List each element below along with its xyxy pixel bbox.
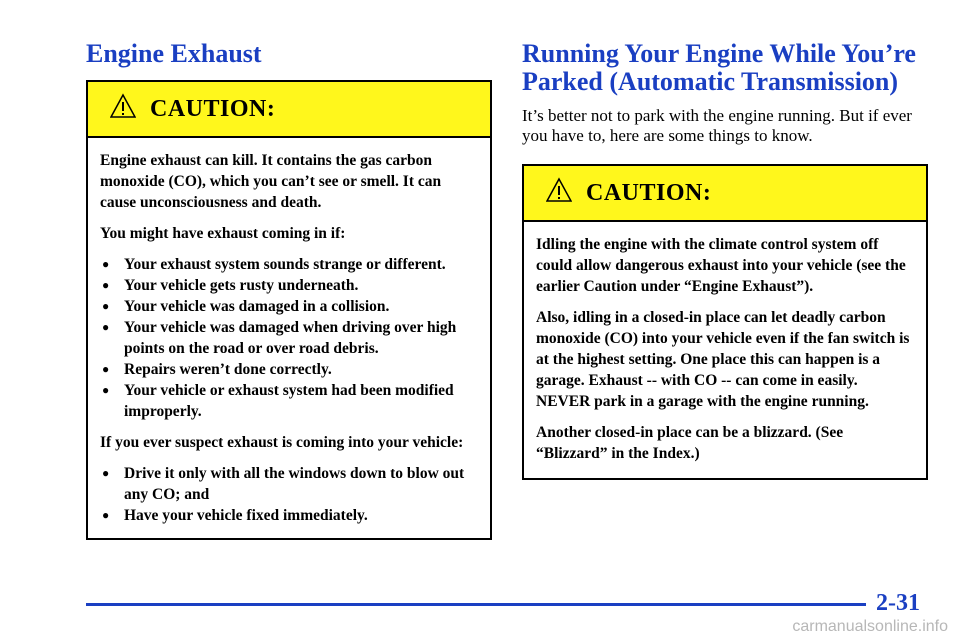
right-column — [522, 40, 928, 480]
section-title-running-engine-parked: Running Your Engine While You’re Parked (Automatic Transmission) — [522, 39, 916, 96]
list-item: ● Repairs weren’t done correctly. — [100, 359, 478, 380]
left-column — [86, 40, 492, 540]
caution-paragraph: If you ever suspect exhaust is coming into your vehicle: — [100, 434, 464, 451]
caution-paragraph: Another closed-in place can be a blizzard. (See “Blizzard” in the Index.) — [536, 424, 844, 462]
list-item: ● Your vehicle was damaged in a collision. — [100, 296, 478, 317]
warning-triangle-icon — [546, 177, 572, 203]
caution-label: CAUTION: — [586, 179, 712, 206]
list-item: ● Your exhaust system sounds strange or different. — [100, 254, 478, 275]
caution-header — [524, 166, 926, 222]
watermark: carmanualsonline.info — [792, 618, 948, 635]
caution-paragraph: Idling the engine with the climate control system off could allow dangerous exhaust into your vehicle (see the earlier Caution under “Engine Exhaust”). — [536, 236, 906, 295]
caution-header — [88, 82, 490, 138]
caution-box-engine-exhaust — [86, 80, 492, 540]
caution-box-idling — [522, 164, 928, 480]
caution-label: CAUTION: — [150, 95, 276, 122]
list-item: ● Your vehicle was damaged when driving over high points on the road or over road debris. — [100, 317, 478, 359]
caution-paragraph: Engine exhaust can kill. It contains the gas carbon monoxide (CO), which you can’t see or smell. It can cause unconsciousness and death. — [100, 152, 442, 211]
list-item: ● Have your vehicle fixed immediately. — [100, 505, 478, 526]
caution-body — [524, 222, 926, 478]
warning-triangle-icon — [110, 93, 136, 119]
page-number: 2-31 — [876, 590, 920, 616]
list-item: ● Drive it only with all the windows down to blow out any CO; and — [100, 463, 478, 505]
list-item: ● Your vehicle or exhaust system had been modified improperly. — [100, 380, 478, 422]
list-item: ● Your vehicle gets rusty underneath. — [100, 275, 478, 296]
caution-paragraph: You might have exhaust coming in if: — [100, 225, 346, 242]
exhaust-signs-list — [100, 254, 478, 422]
intro-paragraph: It’s better not to park with the engine running. But if ever you have to, here are some things to know. — [522, 106, 912, 145]
caution-paragraph: Also, idling in a closed-in place can let deadly carbon monoxide (CO) into your vehicle even if the fan switch is at the highest setting. One place this can happen is a garage. Exhaust -- with CO -- can come in easily. NEVER park in a garage with the engine running. — [536, 309, 910, 410]
footer-rule — [86, 603, 866, 606]
caution-body — [88, 138, 490, 538]
exhaust-actions-list — [100, 463, 478, 526]
section-title-engine-exhaust: Engine Exhaust — [86, 39, 262, 68]
